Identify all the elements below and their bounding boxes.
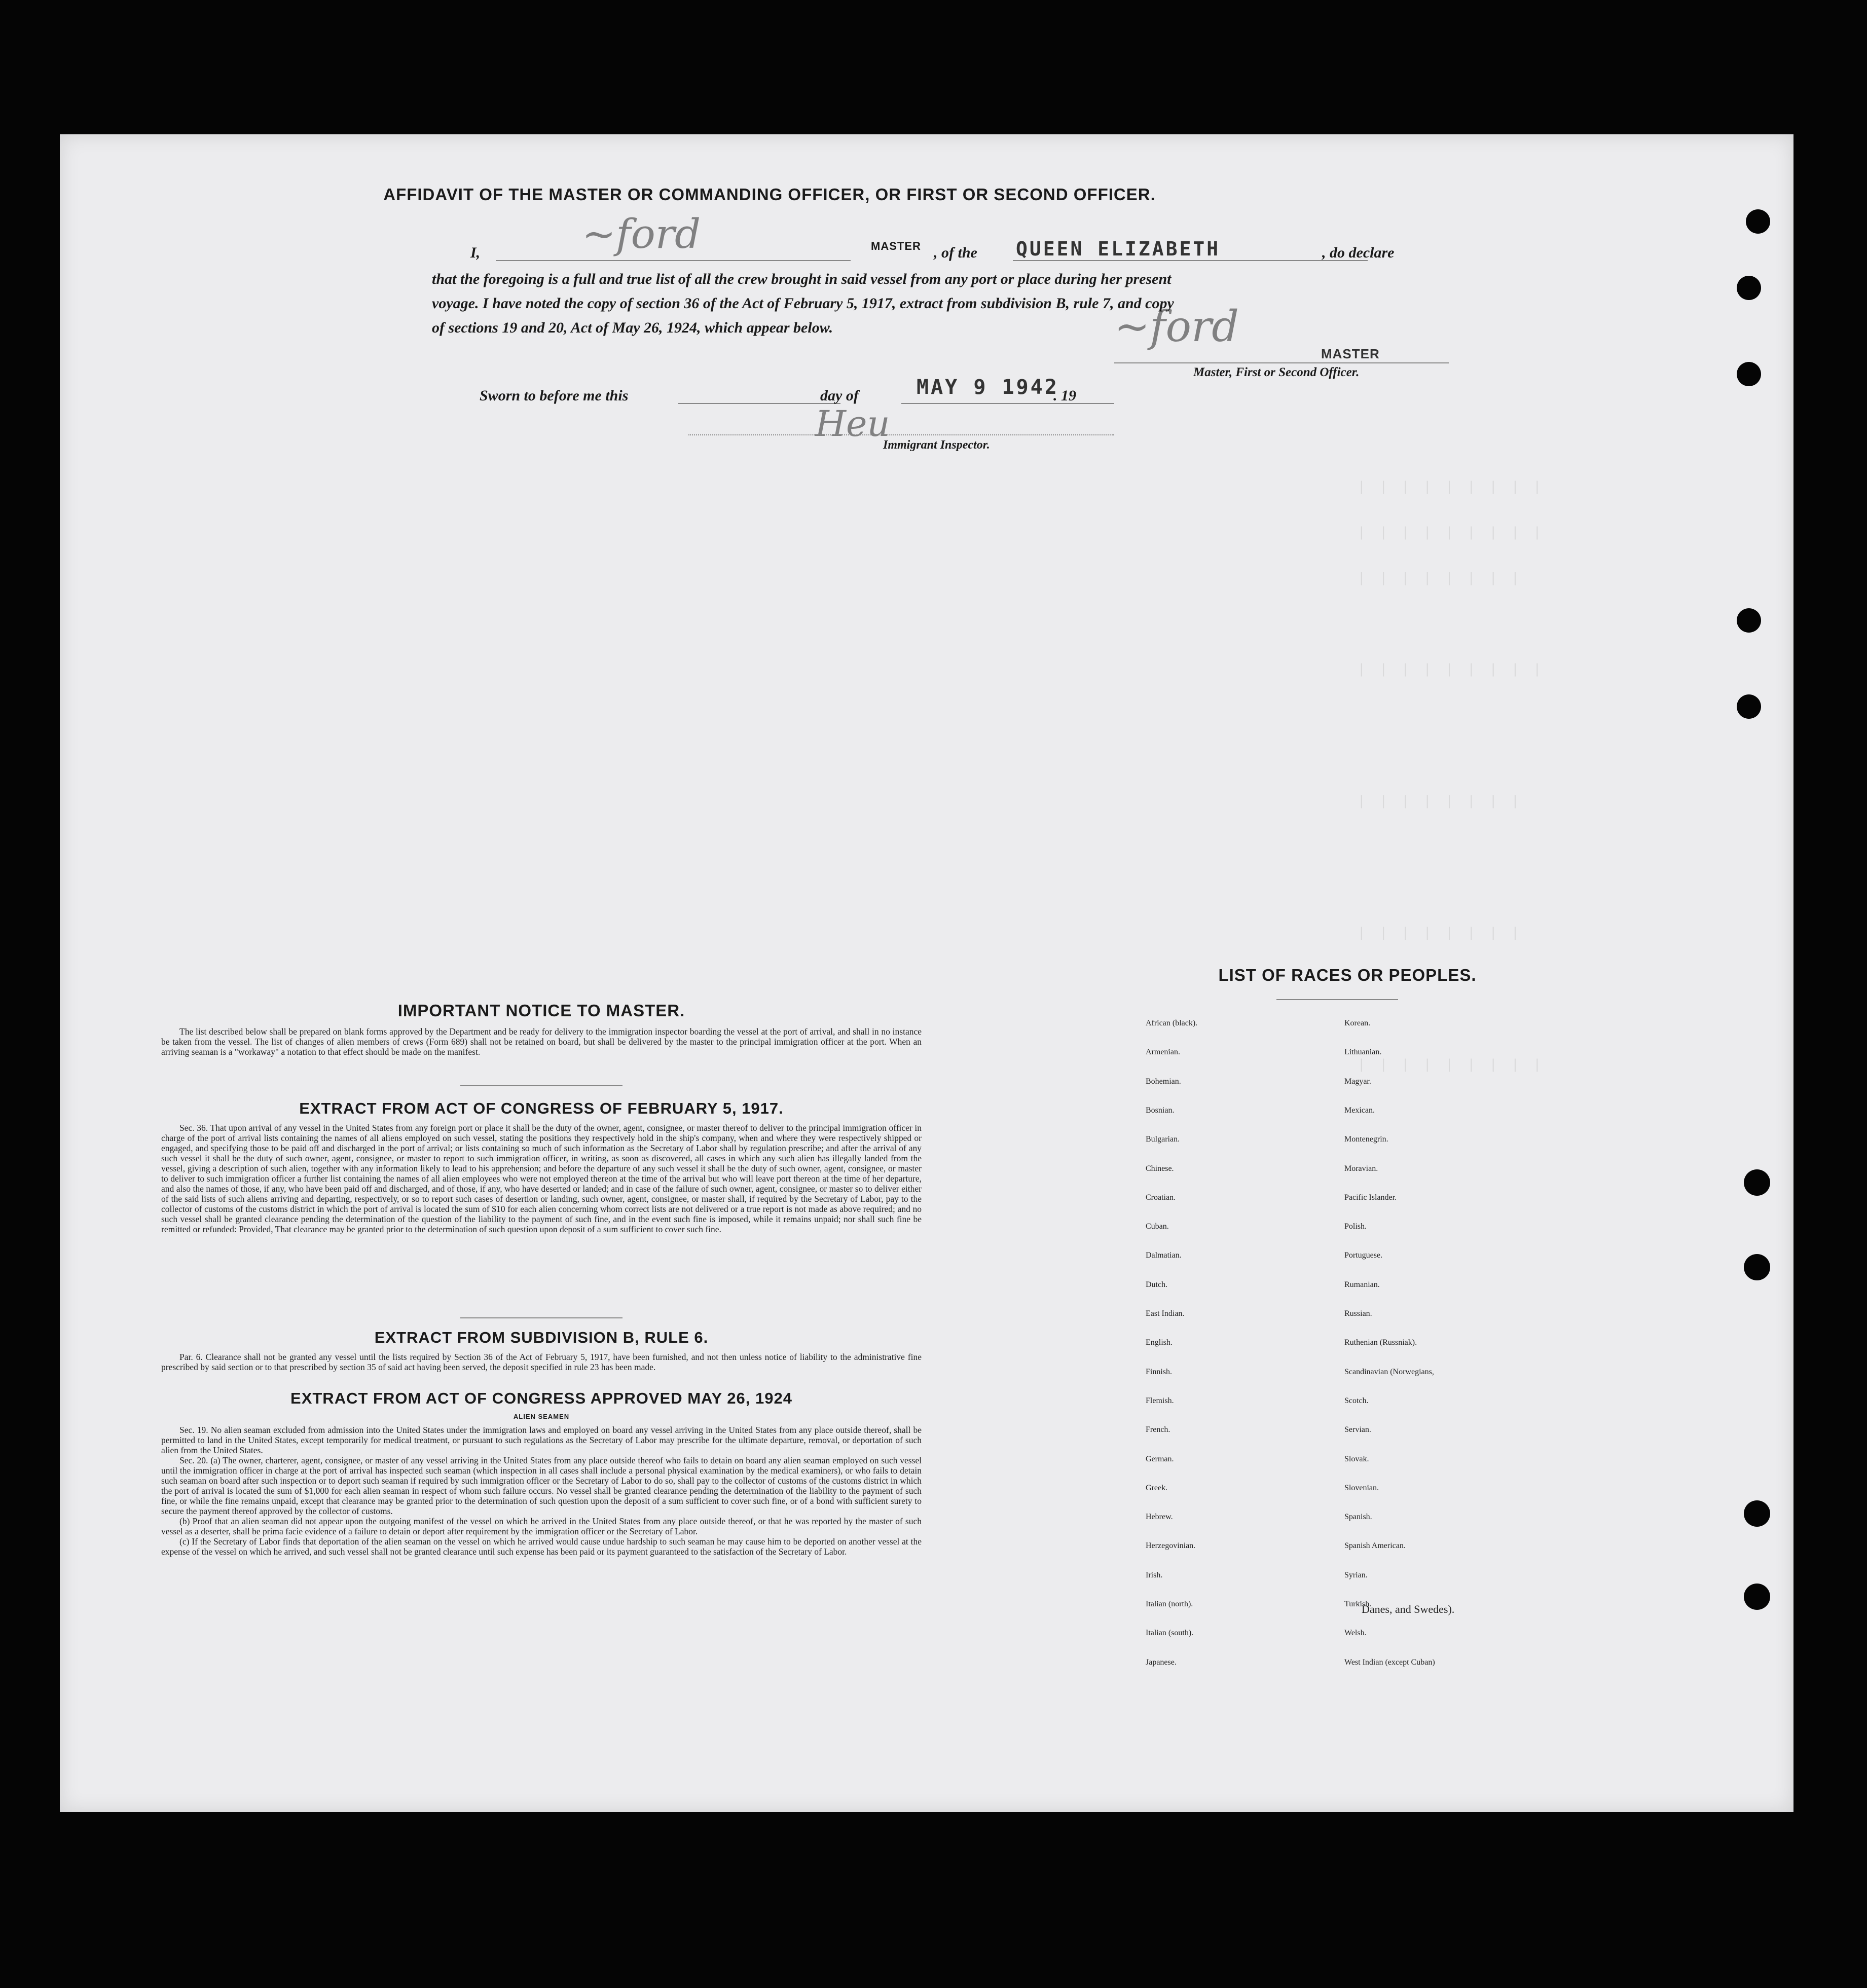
binder-hole xyxy=(1744,1254,1770,1280)
master-signature: ~ford xyxy=(582,210,701,257)
year-prefix: . 19 xyxy=(1053,387,1076,404)
race-item: African (black). xyxy=(1146,1019,1198,1027)
declaration-line-2: that the foregoing is a full and true list of all the crew brought in said vessel from any port or place during her present xyxy=(432,271,1172,287)
race-item: Flemish. xyxy=(1146,1396,1174,1405)
do-declare-text: , do declare xyxy=(1322,244,1395,261)
race-item: German. xyxy=(1146,1455,1174,1463)
race-item: Irish. xyxy=(1146,1571,1163,1579)
master-label: MASTER xyxy=(871,240,921,252)
race-item: Polish. xyxy=(1344,1222,1367,1231)
race-item: Bohemian. xyxy=(1146,1077,1181,1086)
of-the-text: , of the xyxy=(934,244,977,261)
race-item: East Indian. xyxy=(1146,1309,1185,1318)
race-item: Slovak. xyxy=(1344,1455,1369,1463)
notice-paragraph: The list described below shall be prepared on blank forms approved by the Department and be ready for delivery to the immigration inspector boarding the vessel at the port of arrival, and shall in no instance be taken from the vessel. The list of changes of alien members of crews (Form 689) shall not be retained on board, but shall be delivered by the master to the principal immigration officer at the port. When an arriving seaman is a "workaway" a notation to that effect should be made on the manifest. xyxy=(161,1026,922,1057)
extract-1924-title: EXTRACT FROM ACT OF CONGRESS APPROVED MAY 26, 1924 xyxy=(290,1389,792,1407)
bleed-through-text: | | | | | | | | | xyxy=(1358,661,1545,677)
section-divider xyxy=(460,1317,623,1318)
race-item: Slovenian. xyxy=(1344,1484,1379,1492)
race-item: Croatian. xyxy=(1146,1193,1176,1202)
section-36-paragraph: Sec. 36. That upon arrival of any vessel in the United States from any foreign port or place it shall be the duty of the owner, agent, consignee, or master thereof to deliver to the principal immigration officer in charge of the port of arrival lists containing the names of all aliens employed on such vessel, stating the positions they respectively hold in the ship's company, when and where they were respectively shipped or engaged, and specifying those to be paid off and discharged in the port of arrival; or lists containing so much of such information as the Secretary of Labor shall by regulation prescribe; and after the arrival of any such vessel it shall be the duty of such owner, agent, consignee, or master to report to such immigration officer, in writing, as soon as discovered, all cases in which any such alien has illegally landed from the vessel, giving a description of such alien, together with any information likely to lead to his apprehension; and before the departure of any such vessel it shall be the duty of such owner, agent, consignee, or master to deliver to such immigration officer a further list containing the names of all alien employees who were not employed thereon at the time of the arrival but who will leave port thereon at the time of her departure, and also the names of those, if any, who have been paid off and discharged, and of those, if any, who have deserted or landed; and in case of the failure of such owner, agent, consignee, or master so to deliver either of the said lists of such aliens arriving and departing, respectively, or so to report such cases of desertion or landing, such owner, agent, consignee, or master shall, if required by the Secretary of Labor, pay to the collector of customs of the customs district in which the port of arrival is located the sum of $10 for each alien concerning whom correct lists are not delivered or a true report is not made as above required; and no such vessel shall be granted clearance pending the determination of the question of the liability to the payment of such fine, and in the event such fine is imposed, while it remains unpaid; nor shall such fine be remitted or refunded: Provided, That clearance may be granted prior to the determination of such question upon deposit of a sum sufficient to cover such fine. xyxy=(161,1123,922,1234)
extract-1924-text xyxy=(161,1425,922,1557)
binder-hole xyxy=(1737,608,1761,633)
race-item: Portuguese. xyxy=(1344,1251,1383,1260)
race-item: Mexican. xyxy=(1344,1106,1375,1115)
vessel-blank-line xyxy=(1013,260,1368,261)
section-divider xyxy=(1276,999,1398,1000)
date-stamp: MAY 9 1942 xyxy=(917,376,1059,399)
day-of-text: day of xyxy=(820,387,859,404)
bleed-through-text: | | | | | | | | xyxy=(1358,793,1522,808)
race-item-continuation: Danes, and Swedes). xyxy=(1362,1603,1455,1615)
officer-caption: Master, First or Second Officer. xyxy=(1193,365,1360,379)
bleed-through-text: | | | | | | | | xyxy=(1358,570,1522,585)
bleed-through-text: | | | | | | | | | xyxy=(1358,479,1545,494)
race-item: Italian (north). xyxy=(1146,1600,1193,1608)
master-stamp: MASTER xyxy=(1321,346,1380,361)
name-blank-line xyxy=(496,260,851,261)
binder-hole xyxy=(1737,694,1761,719)
bleed-through-text: | | | | | | | | xyxy=(1358,925,1522,940)
race-item: Syrian. xyxy=(1344,1571,1368,1579)
document-sheet xyxy=(60,134,1793,1812)
section-20c-paragraph: (c) If the Secretary of Labor finds that deportation of the alien seaman on the vessel on which he arrived would cause undue hardship to such seaman he may cause him to be deported on another vessel at the expense of the vessel on which he arrived, and such vessel shall not be granted clearance until such expense has been paid or its payment guaranteed to the satisfaction of the Secretary of Labor. xyxy=(161,1536,922,1557)
vessel-name-stamp: QUEEN ELIZABETH xyxy=(1016,238,1221,260)
notice-text xyxy=(161,1026,922,1057)
subdivision-b-text xyxy=(161,1352,922,1372)
notice-title: IMPORTANT NOTICE TO MASTER. xyxy=(397,1001,685,1020)
declaration-i: I, xyxy=(470,244,481,261)
race-item: Ruthenian (Russniak). xyxy=(1344,1338,1417,1347)
race-item: Dutch. xyxy=(1146,1280,1168,1289)
declaration-line-4: of sections 19 and 20, Act of May 26, 1924, which appear below. xyxy=(432,319,833,336)
race-item: West Indian (except Cuban) xyxy=(1344,1658,1435,1667)
declaration-line-3: voyage. I have noted the copy of section 36 of the Act of February 5, 1917, extract from subdivision B, rule 7, and copy xyxy=(432,295,1174,312)
binder-hole xyxy=(1737,276,1761,300)
race-item: Herzegovinian. xyxy=(1146,1541,1196,1550)
sworn-text: Sworn to before me this xyxy=(480,387,629,404)
race-item: Spanish. xyxy=(1344,1513,1372,1521)
race-item: Bulgarian. xyxy=(1146,1135,1180,1144)
inspector-signature-line xyxy=(688,434,1114,435)
inspector-caption: Immigrant Inspector. xyxy=(883,438,990,452)
race-item: English. xyxy=(1146,1338,1173,1347)
section-19-paragraph: Sec. 19. No alien seaman excluded from admission into the United States under the immigration laws and employed on board any vessel arriving in the United States from any place outside thereof, shall be permitted to land in the United States, except temporarily for medical treatment, or pursuant to such regulations as the Secretary of Labor may prescribe for the ultimate departure, removal, or deportation of such alien from the United States. xyxy=(161,1425,922,1455)
race-item: Moravian. xyxy=(1344,1164,1378,1173)
binder-hole xyxy=(1746,209,1770,234)
binder-hole xyxy=(1737,362,1761,386)
race-item: Pacific Islander. xyxy=(1344,1193,1397,1202)
bleed-through-text: | | | | | | | | | xyxy=(1358,1057,1545,1072)
month-blank-line xyxy=(901,403,1114,404)
race-item: Greek. xyxy=(1146,1484,1168,1492)
races-list xyxy=(1146,1019,1541,1678)
bleed-through-text: | | | | | | | | | xyxy=(1358,525,1545,540)
rule-6-paragraph: Par. 6. Clearance shall not be granted any vessel until the lists required by Section 36 of the Act of February 5, 1917, have been furnished, and not then unless notice of liability to the administrative fine prescribed by said section or to that prescribed by section 35 of said act having been served, the deposit specified in rule 23 has been made. xyxy=(161,1352,922,1372)
binder-hole xyxy=(1744,1169,1770,1196)
race-item: Spanish American. xyxy=(1344,1541,1406,1550)
race-item: Japanese. xyxy=(1146,1658,1177,1667)
race-item: Dalmatian. xyxy=(1146,1251,1182,1260)
race-item: Scotch. xyxy=(1344,1396,1369,1405)
race-item: Rumanian. xyxy=(1344,1280,1380,1289)
race-item: Korean. xyxy=(1344,1019,1371,1027)
race-item: Russian. xyxy=(1344,1309,1372,1318)
subdivision-b-title: EXTRACT FROM SUBDIVISION B, RULE 6. xyxy=(374,1329,709,1346)
races-title: LIST OF RACES OR PEOPLES. xyxy=(1218,966,1477,984)
binder-hole xyxy=(1744,1500,1770,1527)
race-item: Armenian. xyxy=(1146,1048,1180,1056)
race-item: Cuban. xyxy=(1146,1222,1169,1231)
race-item: Servian. xyxy=(1344,1425,1371,1434)
race-item: Turkish. xyxy=(1344,1600,1372,1608)
officer-signature: ~ford xyxy=(1114,302,1239,351)
race-item: Bosnian. xyxy=(1146,1106,1175,1115)
race-item: Welsh. xyxy=(1344,1629,1367,1637)
race-item: Italian (south). xyxy=(1146,1629,1194,1637)
binder-hole xyxy=(1744,1584,1770,1610)
inspector-signature: Heu xyxy=(815,403,890,445)
extract-1917-title: EXTRACT FROM ACT OF CONGRESS OF FEBRUARY 5, 1917. xyxy=(299,1099,784,1117)
alien-seamen-subtitle: ALIEN SEAMEN xyxy=(513,1413,570,1420)
extract-1917-text xyxy=(161,1123,922,1234)
race-item: Lithuanian. xyxy=(1344,1048,1382,1056)
affidavit-title: AFFIDAVIT OF THE MASTER OR COMMANDING OFFICER, OR FIRST OR SECOND OFFICER. xyxy=(383,185,1156,204)
race-item: Scandinavian (Norwegians, xyxy=(1344,1368,1434,1376)
race-item: Chinese. xyxy=(1146,1164,1174,1173)
officer-signature-line xyxy=(1114,362,1449,363)
race-item: Montenegrin. xyxy=(1344,1135,1388,1144)
race-item: Finnish. xyxy=(1146,1368,1173,1376)
race-item: Hebrew. xyxy=(1146,1513,1173,1521)
section-20b-paragraph: (b) Proof that an alien seaman did not appear upon the outgoing manifest of the vessel on which he arrived in the United States from any place outside thereof, or that he was reported by the master of such vessel as a deserter, shall be prima facie evidence of a failure to detain or deport after requirement by the immigration officer or the Secretary of Labor. xyxy=(161,1516,922,1536)
section-20a-paragraph: Sec. 20. (a) The owner, charterer, agent, consignee, or master of any vessel arriving in the United States from any place outside thereof who fails to detain on board any alien seaman employed on such vessel until the immigration officer in charge at the port of arrival has inspected such seaman (which inspection in all cases shall include a personal physical examination by the medical examiners), or who fails to detain such seaman on board after such inspection or to deport such seaman if required by such immigration officer or the Secretary of Labor to do so, shall pay to the collector of customs of the customs district in which the port of arrival is located the sum of $1,000 for each alien seaman in respect of whom such failure occurs. No vessel shall be granted clearance pending the determination of the liability to the payment of such fine, or while the fine remains unpaid, except that clearance may be granted prior to the determination of such question upon the deposit of a sum sufficient to cover such fine, or of a bond with sufficient surety to secure the payment thereof approved by the collector of customs. xyxy=(161,1455,922,1516)
section-divider xyxy=(460,1085,623,1086)
race-item: French. xyxy=(1146,1425,1170,1434)
race-item: Magyar. xyxy=(1344,1077,1371,1086)
